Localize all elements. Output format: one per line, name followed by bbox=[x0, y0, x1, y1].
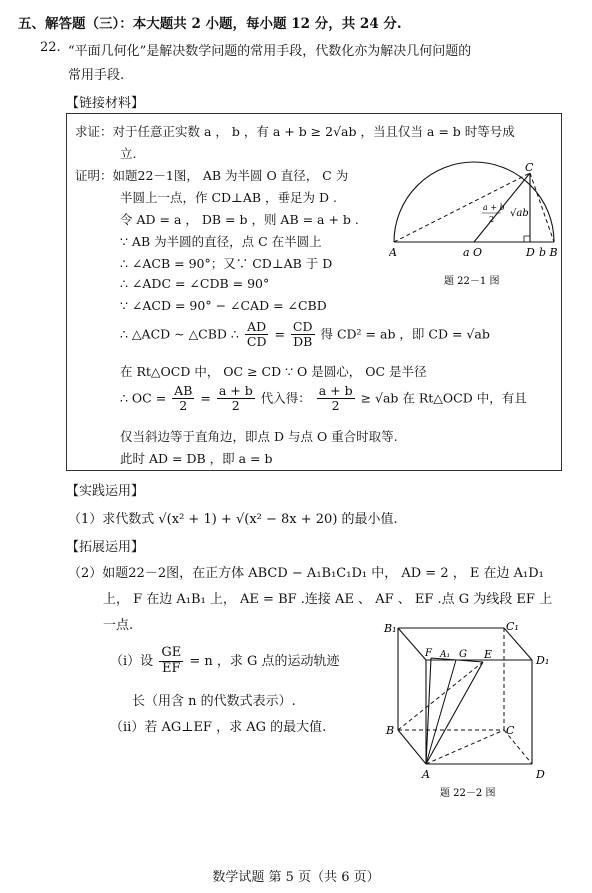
label-radius-numerator: a + b bbox=[483, 203, 505, 212]
proof-line-6: ∴ ∠ADC = ∠CDB = 90° bbox=[120, 276, 270, 291]
ratio-ad-cd-denominator: CD bbox=[246, 334, 267, 350]
extension-heading: 【拓展运用】 bbox=[66, 540, 145, 555]
similar-suffix: 得 CD² = ab ，即 CD = √ab bbox=[320, 326, 490, 342]
similar-prefix: ∴ △ACD ∼ △CBD ∴ bbox=[120, 326, 239, 342]
label-a: A bbox=[422, 768, 430, 781]
label-d1: D₁ bbox=[536, 654, 550, 667]
proof-line-3: 令 AD = a ， DB = b ，则 AB = a + b . bbox=[120, 212, 359, 227]
sub-question-i-line-2: 长（用含 n 的代数式表示）. bbox=[132, 694, 296, 709]
label-d: D bbox=[526, 246, 535, 259]
practice-heading: 【实践运用】 bbox=[66, 484, 145, 499]
claim-line-2: 立. bbox=[120, 146, 137, 161]
segment-be bbox=[398, 662, 483, 730]
label-d: D bbox=[536, 768, 545, 781]
proof-line-5: ∴ ∠ACB = 90°；又∵ CD⊥AB 于 D bbox=[120, 256, 333, 271]
segment-ac-diagonal bbox=[426, 730, 504, 764]
page-footer: 数学试题 第 5 页（共 6 页） bbox=[212, 870, 380, 885]
label-sqrt-ab: √ab bbox=[510, 208, 529, 219]
fraction-ab-numerator: AB bbox=[174, 383, 193, 398]
fraction-a-plus-b-over-2-again bbox=[317, 384, 355, 414]
segment-cb bbox=[530, 173, 554, 242]
material-heading: 【链接材料】 bbox=[66, 96, 145, 111]
fraction-a-plus-b-over-2 bbox=[217, 384, 255, 414]
right-angle-mark bbox=[524, 236, 530, 242]
sub-question-ii: （ii）若 AG⊥EF ，求 AG 的最大值. bbox=[110, 720, 327, 735]
segment-ae bbox=[426, 662, 483, 764]
label-a1: A₁ bbox=[440, 650, 451, 660]
label-b1: B₁ bbox=[384, 622, 397, 635]
cube-figure bbox=[382, 618, 572, 800]
oc-substitute-text: 代入得： bbox=[260, 390, 311, 406]
label-a-o: a O bbox=[463, 246, 483, 259]
ratio-cd-db bbox=[291, 320, 315, 350]
ratio-cd-db-numerator: CD bbox=[292, 319, 313, 334]
label-f: F bbox=[425, 648, 432, 659]
similar-triangles-line bbox=[120, 320, 490, 350]
question-number: 22. bbox=[40, 40, 61, 55]
extension-item-2-line-1: （2）如题22－2图，在正方体 ABCD − A₁B₁C₁D₁ 中， AD = 2 ， E 在边 A₁D₁ bbox=[68, 566, 544, 581]
rt-ocd-line: 在 Rt△OCD 中， OC ≥ CD ∵ O 是圆心， OC 是半径 bbox=[120, 364, 427, 379]
edge-ba bbox=[398, 730, 426, 764]
fraction-ab-over-2 bbox=[172, 384, 194, 414]
fraction-ab-denominator: 2 bbox=[179, 398, 188, 414]
fraction-a-plus-b-denominator-2: 2 bbox=[331, 398, 340, 414]
label-g: G bbox=[459, 649, 467, 660]
fraction-ge-over-ef bbox=[159, 646, 183, 677]
question-intro-line-1: “平面几何化”是解决数学问题的常用手段，代数化亦为解决几何问题的 bbox=[68, 44, 472, 59]
ratio-equals: = bbox=[274, 326, 285, 342]
conclusion-line-2: 此时 AD = DB ，即 a = b bbox=[120, 451, 273, 466]
oc-line bbox=[120, 384, 527, 414]
proof-line-2: 半圆上一点，作 CD⊥AB ，垂足为 D . bbox=[120, 190, 337, 205]
label-a: A bbox=[389, 246, 397, 259]
label-radius-denominator: 2 bbox=[489, 215, 495, 224]
label-b-b: b B bbox=[539, 246, 558, 259]
fraction-a-plus-b-denominator: 2 bbox=[231, 398, 240, 414]
ratio-ad-cd-numerator: AD bbox=[245, 320, 269, 335]
claim-line-1: 求证：对于任意正实数 a ， b ，有 a + b ≥ 2√ab ，当且仅当 a = b 时等号成 bbox=[75, 124, 515, 139]
sub-i-prefix: （i）设 bbox=[110, 653, 154, 669]
extension-item-2-line-2: 上， F 在边 A₁B₁ 上， AE = BF .连接 AE 、 AF 、 EF .点 G 为线段 EF 上 bbox=[103, 592, 553, 607]
label-b: B bbox=[386, 724, 395, 737]
sub-question-i bbox=[110, 646, 340, 677]
practice-item-1: （1）求代数式 √(x² + 1) + √(x² − 8x + 20) 的最小值. bbox=[68, 512, 398, 527]
material-box bbox=[66, 113, 562, 471]
edge-b1a1 bbox=[398, 628, 426, 660]
figure1-caption: 题 22－1 图 bbox=[444, 276, 500, 287]
figure2-caption: 题 22－2 图 bbox=[440, 788, 496, 799]
fraction-ge-numerator: GE bbox=[161, 645, 182, 660]
proof-line-1: 证明：如题22－1图， AB 为半圆 O 直径， C 为 bbox=[75, 168, 349, 183]
ratio-cd-db-denominator: DB bbox=[293, 334, 313, 350]
fraction-a-plus-b-numerator: a + b bbox=[218, 383, 253, 398]
fraction-ef-denominator: EF bbox=[161, 660, 181, 676]
semicircle-figure bbox=[389, 160, 559, 300]
label-c: C bbox=[525, 161, 534, 174]
oc-equals: = bbox=[200, 390, 211, 406]
ratio-ad-cd bbox=[245, 320, 269, 350]
label-e: E bbox=[484, 648, 493, 661]
proof-line-4: ∵ AB 为半圆的直径，点 C 在半圆上 bbox=[120, 234, 322, 249]
question-intro-line-2: 常用手段. bbox=[68, 68, 125, 83]
section-title: 五、解答题（三）：本大题共 2 小题，每小题 12 分，共 24 分. bbox=[18, 16, 402, 32]
oc-suffix: ≥ √ab 在 Rt△OCD 中，有且 bbox=[360, 390, 527, 406]
sub-i-suffix: = n ，求 G 点的运动轨迹 bbox=[189, 653, 340, 669]
fraction-a-plus-b-numerator-2: a + b bbox=[318, 383, 353, 398]
conclusion-line-1: 仅当斜边等于直角边，即点 D 与点 O 重合时取等. bbox=[120, 429, 398, 444]
label-c: C bbox=[506, 724, 515, 737]
extension-item-2-line-3: 一点. bbox=[103, 618, 134, 633]
proof-line-7: ∵ ∠ACD = 90° − ∠CAD = ∠CBD bbox=[120, 298, 327, 313]
label-c1: C₁ bbox=[506, 620, 519, 633]
oc-prefix: ∴ OC = bbox=[120, 390, 167, 406]
